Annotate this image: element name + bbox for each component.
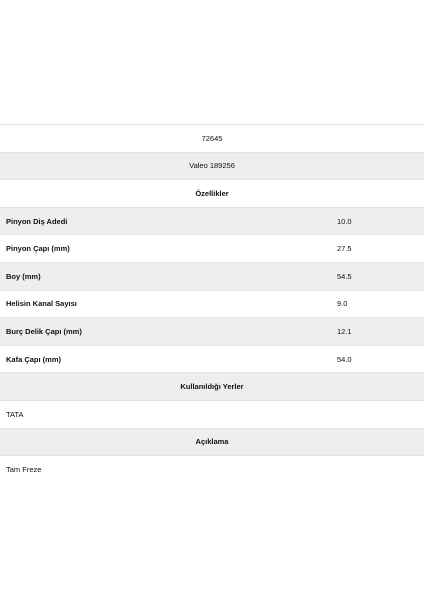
product-code-row xyxy=(0,124,424,152)
brand-ref-row xyxy=(0,152,424,180)
feature-value: 54.5 xyxy=(337,271,352,281)
usage-row xyxy=(0,400,424,428)
feature-row xyxy=(0,290,424,318)
features-heading-row xyxy=(0,179,424,207)
feature-value: 9.0 xyxy=(337,299,348,309)
feature-value: 12.1 xyxy=(337,326,352,336)
feature-row xyxy=(0,317,424,345)
feature-value: 54.0 xyxy=(337,354,352,364)
feature-row xyxy=(0,207,424,235)
feature-value: 27.5 xyxy=(337,244,352,254)
product-code: 72645 xyxy=(201,133,223,143)
feature-label: Kafa Çapı (mm) xyxy=(6,354,62,364)
feature-row xyxy=(0,345,424,373)
feature-row xyxy=(0,262,424,290)
feature-value: 10.0 xyxy=(337,216,352,226)
brand-reference: Valeo 189256 xyxy=(189,161,235,171)
feature-label: Pinyon Çapı (mm) xyxy=(6,244,70,254)
usage-value: TATA xyxy=(6,409,24,419)
description-value: Tam Freze xyxy=(6,464,42,474)
description-heading-row xyxy=(0,428,424,456)
feature-row xyxy=(0,234,424,262)
feature-label: Helisin Kanal Sayısı xyxy=(6,299,77,309)
feature-label: Burç Delik Çapı (mm) xyxy=(6,326,82,336)
features-heading: Özellikler xyxy=(195,188,229,198)
usage-heading-row xyxy=(0,372,424,400)
usage-heading: Kullanıldığı Yerler xyxy=(180,382,244,392)
feature-label: Boy (mm) xyxy=(6,271,41,281)
description-row xyxy=(0,455,424,483)
spec-table xyxy=(0,124,424,483)
description-heading: Açıklama xyxy=(195,437,229,447)
feature-label: Pinyon Diş Adedi xyxy=(6,216,68,226)
